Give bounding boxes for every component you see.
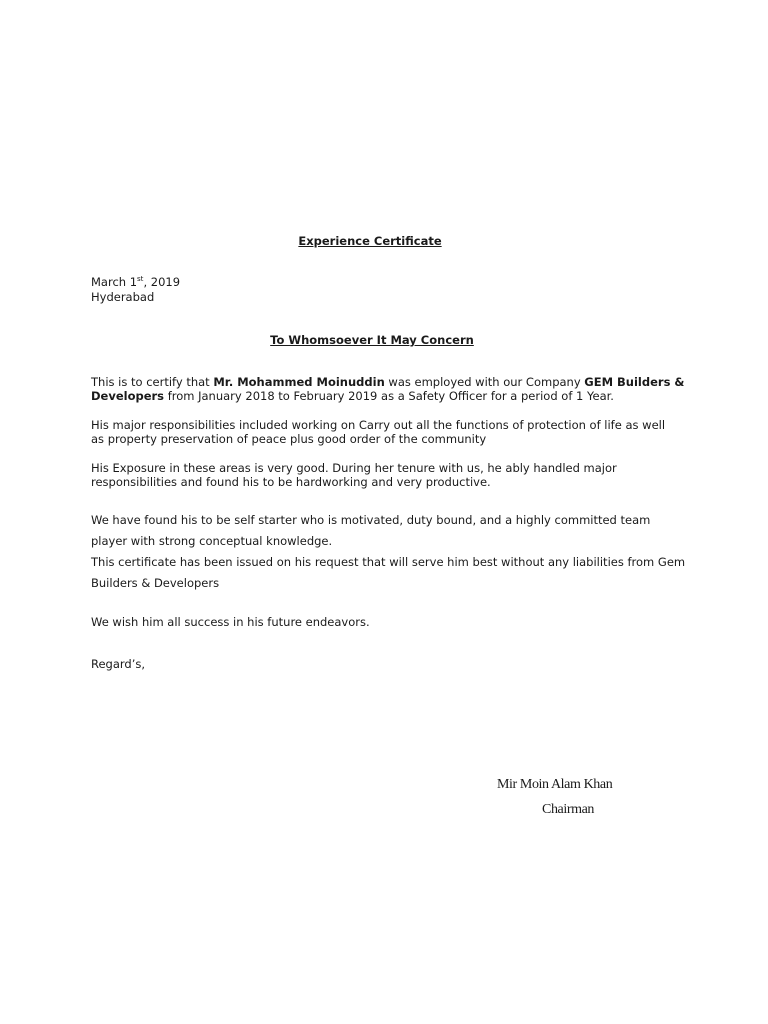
date-location-block — [91, 275, 180, 305]
p2-line1: His major responsibilities included working on Carry out all the functions of protection of life as well — [91, 418, 666, 432]
p1-text-c: was employed with our Company — [384, 375, 585, 389]
character-paragraph — [91, 510, 691, 552]
signer-name: Mir Moin Alam Khan — [497, 777, 613, 792]
p3-line1: His Exposure in these areas is very good. During her tenure with us, he ably handled major — [91, 461, 617, 475]
wishes-paragraph: We wish him all success in his future endeavors. — [91, 615, 370, 629]
salutation-heading: To Whomsoever It May Concern — [270, 333, 474, 347]
p4-line2: player with strong conceptual knowledge. — [91, 534, 333, 548]
document-title: Experience Certificate — [298, 234, 442, 248]
company-name-part2: Developers — [91, 389, 165, 403]
p3-line2: responsibilities and found his to be hardworking and very productive. — [91, 475, 491, 489]
date-prefix: March 1 — [91, 275, 138, 289]
p5-line2: Builders & Developers — [91, 576, 220, 590]
letter-city: Hyderabad — [91, 290, 155, 304]
exposure-paragraph — [91, 461, 691, 489]
company-name-part1: GEM Builders & — [584, 375, 685, 389]
closing-text: Regard’s, — [91, 657, 146, 671]
p2-line2: as property preservation of peace plus good order of the community — [91, 432, 487, 446]
p4-line1: We have found his to be self starter who is motivated, duty bound, and a highly committed team — [91, 513, 651, 527]
p1-text-e: from January 2018 to February 2019 as a Safety Officer for a period of 1 Year. — [164, 389, 614, 403]
responsibilities-paragraph — [91, 418, 691, 446]
date-suffix: , 2019 — [143, 275, 181, 289]
letter-date — [91, 275, 180, 290]
certification-paragraph — [91, 375, 691, 403]
p1-text-a: This is to certify that — [91, 375, 214, 389]
date-ordinal: st — [137, 275, 144, 283]
employee-name: Mr. Mohammed Moinuddin — [213, 375, 385, 389]
issuance-paragraph — [91, 552, 691, 594]
signer-title: Chairman — [542, 802, 595, 817]
p5-line1: This certificate has been issued on his request that will serve him best without any liabilities from Gem — [91, 555, 686, 569]
